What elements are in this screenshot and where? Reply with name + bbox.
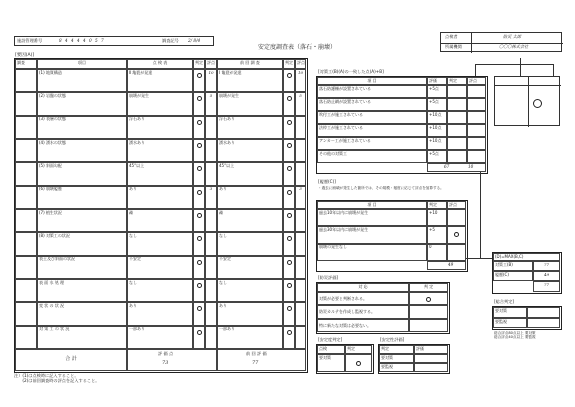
circle-mark-icon	[287, 166, 292, 171]
row-check-cell	[193, 162, 205, 185]
row-points-b	[295, 139, 306, 162]
row-inspection-value: 不安定	[127, 256, 193, 279]
row-points-a	[205, 116, 217, 139]
d-row1-value: 49	[533, 271, 560, 281]
row-item-label: 変 状 の 状 況	[37, 302, 127, 325]
row-points-a	[205, 326, 217, 349]
c-row-label: 過去10年以内に崩壊が発生	[317, 209, 427, 226]
row-survey2-value: なし	[217, 279, 283, 302]
date-value: 2/ 8/4	[188, 38, 201, 43]
c-col-check: 判定	[427, 201, 447, 209]
f-row-label: 防災カルテを作成し監視する。	[317, 305, 409, 318]
b-score-cell	[427, 163, 486, 172]
row-points-a	[205, 279, 217, 302]
row-item-label: (8) 対策工の状況	[37, 232, 127, 255]
total-label: 合 計	[15, 349, 127, 371]
row-inspection-value: 45°以上	[127, 162, 193, 185]
total-b-label: 前 回 評 価	[246, 351, 267, 356]
section-b-rows	[317, 85, 486, 163]
b-row-points	[467, 124, 486, 137]
row-survey2-value: 湧水あり	[217, 139, 283, 162]
total-a-value: 73	[162, 360, 169, 366]
row-points-a	[205, 232, 217, 255]
row-check2-cell	[283, 232, 295, 255]
g-row0-mark	[345, 354, 372, 372]
row-survey2-value: あり	[217, 186, 283, 209]
b-row-points	[467, 137, 486, 150]
b-row-value: +10点	[427, 124, 447, 137]
d-row1-label: 履歴(C)	[493, 271, 533, 281]
row-check-cell	[193, 326, 205, 349]
c-row-points	[447, 209, 466, 226]
b-row-check	[447, 137, 467, 150]
row-points-a	[205, 302, 217, 325]
row-check2-cell	[283, 256, 295, 279]
circle-mark-icon	[197, 330, 202, 335]
section-a-title: [要因(A)]	[15, 53, 35, 58]
row-survey2-value: Ⅰ 亀裂が発達	[217, 69, 283, 92]
row-survey2-value: 浮石あり	[217, 116, 283, 139]
page-title: 安定度調査表（落石・崩壊）	[258, 44, 337, 51]
circle-mark-icon	[197, 190, 202, 195]
row-survey-cell	[15, 162, 37, 185]
row-check-cell	[193, 209, 205, 232]
inspector-value: 防災 太郎	[503, 34, 522, 39]
total-a-label: 評 価 点	[158, 351, 174, 356]
section-h-title: [安定性評価]	[380, 337, 405, 342]
h-row0-label: 要対策	[379, 354, 414, 363]
row-points-a: 5	[205, 92, 217, 115]
row-check2-cell	[283, 209, 295, 232]
b-row-label: 落石防護柵が設置されている	[317, 85, 427, 98]
circle-mark-icon	[287, 260, 292, 265]
d-row0-label: 対策工(B)	[493, 261, 533, 271]
circle-mark-icon	[287, 236, 292, 241]
row-points-b: 10	[295, 69, 306, 92]
row-check2-cell	[283, 92, 295, 115]
row-points-b	[295, 232, 306, 255]
row-survey-cell	[15, 209, 37, 232]
inspector-box	[440, 32, 562, 52]
row-survey-cell	[15, 139, 37, 162]
row-item-label: 対 策 工 の 状 況	[37, 326, 127, 349]
b-row-label: 落石防止網が設置されている	[317, 98, 427, 111]
h-col-1: 評価	[414, 345, 448, 354]
b-row-check	[447, 150, 467, 163]
circle-mark-icon	[197, 143, 202, 148]
section-e-note: 総合評点80点以上 要対策 総合評点40点以上 要監視	[494, 331, 536, 340]
circle-mark-icon	[197, 283, 202, 288]
b-row-check	[447, 111, 467, 124]
col-survey-header: 調査	[15, 59, 37, 69]
section-d-table	[492, 252, 562, 294]
section-c-rows	[317, 209, 466, 261]
row-points-a	[205, 162, 217, 185]
row-points-a: 10	[205, 69, 217, 92]
section-b-title: [対策工(B)(A)の一致した点(A)+B]	[318, 69, 384, 74]
row-survey2-value: 45°以上	[217, 162, 283, 185]
row-survey-cell	[15, 232, 37, 255]
row-check-cell	[193, 302, 205, 325]
f-row-check	[409, 305, 448, 318]
row-inspection-value: Ⅱ 亀裂が発達	[127, 69, 193, 92]
row-points-b	[295, 116, 306, 139]
circle-mark-icon	[287, 213, 292, 218]
col-inspection-header: 点 検 表	[127, 59, 193, 69]
row-check2-cell	[283, 139, 295, 162]
row-inspection-value: あり	[127, 186, 193, 209]
row-survey2-value: なし	[217, 232, 283, 255]
col-item-header: 項目	[37, 59, 127, 69]
total-b-value: 77	[252, 360, 259, 366]
section-f-table	[316, 282, 450, 334]
circle-mark-icon	[197, 96, 202, 101]
row-survey-cell	[15, 69, 37, 92]
circle-mark-icon	[454, 232, 459, 237]
inspector-label: 点検者	[445, 34, 458, 39]
row-check-cell	[193, 92, 205, 115]
section-f-title: [防災評価]	[318, 275, 339, 280]
row-item-label: (2) 岩盤の状態	[37, 92, 127, 115]
row-item-label: (5) 斜面勾配	[37, 162, 127, 185]
date-label: 調査記号	[162, 38, 179, 43]
row-survey-cell	[15, 256, 37, 279]
main-table-rows	[15, 69, 306, 349]
b-row-value: +5点	[427, 85, 447, 98]
survey-no-value: 8 4 4 4 4 0 5 7	[59, 38, 105, 43]
row-inspection-value: 崩壊が発生	[127, 92, 193, 115]
b-col-item: 項 目	[317, 77, 427, 85]
b-row-value: +10点	[427, 137, 447, 150]
circle-mark-icon	[287, 330, 292, 335]
col-check2-header: 判定	[283, 59, 295, 69]
row-survey-cell	[15, 186, 37, 209]
row-points-b: 3	[295, 186, 306, 209]
e-row1-label: 要監視	[493, 318, 527, 328]
row-inspection-value: なし	[127, 232, 193, 255]
h-col-0: 判定	[379, 345, 414, 354]
c-row-label: 崩壊の発生なし	[317, 244, 427, 261]
row-item-label: 表 面 水 処 理	[37, 279, 127, 302]
row-item-label: 表土及び斜面の状況	[37, 256, 127, 279]
d-title: (D)=MAX(B,C)	[493, 253, 560, 261]
row-points-b	[295, 302, 306, 325]
h-row1-mark	[414, 363, 448, 372]
circle-mark-icon	[426, 297, 431, 302]
section-e-table	[492, 306, 562, 330]
row-item-label: (3) 表層の状態	[37, 116, 127, 139]
e-row0-label: 要対策	[493, 307, 527, 318]
b-row-points	[467, 98, 486, 111]
row-inspection-value: なし	[127, 279, 193, 302]
section-e-title: [総合判定]	[494, 299, 515, 304]
circle-mark-icon	[197, 306, 202, 311]
d-result: 77	[533, 281, 560, 292]
row-check2-cell	[283, 279, 295, 302]
section-f-rows	[317, 292, 448, 332]
section-c-note: ・過去に崩壊が発生した箇所では、その規模・頻度に応じて評点を加算する。	[318, 186, 444, 190]
b-row-check	[447, 98, 467, 111]
c-row-points	[447, 226, 466, 243]
row-survey2-value: 一部あり	[217, 326, 283, 349]
c-row-value: +5	[427, 226, 447, 243]
row-inspection-value: 湧水あり	[127, 139, 193, 162]
row-check2-cell	[283, 116, 295, 139]
col-survey2-header: 前 回 調 査	[217, 59, 283, 69]
circle-mark-icon	[287, 73, 292, 78]
row-inspection-value: 疎	[127, 209, 193, 232]
b-row-points	[467, 150, 486, 163]
circle-mark-icon	[287, 306, 292, 311]
b-score: 67	[444, 164, 450, 169]
c-row-value: 0	[427, 244, 447, 261]
b-row-value: +10点	[427, 111, 447, 124]
c-col-item: 項 目	[317, 201, 427, 209]
c-row-points	[447, 244, 466, 261]
b-row-label: アンカー工が施工されている	[317, 137, 427, 150]
b-score2: 10	[468, 164, 474, 169]
row-check-cell	[193, 232, 205, 255]
b-row-label: その他の対策工	[317, 150, 427, 163]
f-col-check: 判 定	[409, 283, 448, 292]
circle-mark-icon	[197, 120, 202, 125]
row-item-label: (6) 崩壊履歴	[37, 186, 127, 209]
col-points2-header: 評点	[295, 59, 306, 69]
g-col-1: 判定	[345, 345, 372, 354]
b-row-value: +5点	[427, 98, 447, 111]
f-row-label: 特に新たな対策は必要ない。	[317, 319, 409, 332]
circle-mark-icon	[287, 96, 292, 101]
row-points-a	[205, 256, 217, 279]
row-survey-cell	[15, 116, 37, 139]
b-row-points	[467, 85, 486, 98]
circle-mark-icon	[287, 120, 292, 125]
h-row0-mark	[414, 354, 448, 363]
circle-mark-icon	[197, 260, 202, 265]
row-inspection-value: 浮石あり	[127, 116, 193, 139]
footnote: 注）(1)は点検時に記入すること。 (2)は前回調査時の評点を記入すること。	[14, 373, 100, 383]
row-survey-cell	[15, 302, 37, 325]
col-check-header: 判定	[193, 59, 205, 69]
row-points-b: 5	[295, 92, 306, 115]
header-id-box	[14, 36, 214, 46]
main-table	[14, 58, 308, 373]
row-survey-cell	[15, 92, 37, 115]
d-row0-value: 77	[533, 261, 560, 271]
row-points-a	[205, 209, 217, 232]
circle-mark-icon	[287, 143, 292, 148]
survey-no-label: 施設管理番号	[17, 38, 43, 43]
row-survey-cell	[15, 326, 37, 349]
row-check-cell	[193, 139, 205, 162]
row-survey2-value: 不安定	[217, 256, 283, 279]
b-col-check: 判定	[447, 77, 467, 85]
circle-mark-icon	[533, 99, 542, 108]
row-check2-cell	[283, 162, 295, 185]
c-col-points: 評点	[447, 201, 466, 209]
section-c-title: [履歴(C)]	[318, 179, 336, 184]
b-row-label: 吹付工が施工されている	[317, 111, 427, 124]
c-row-value: +10	[427, 209, 447, 226]
row-inspection-value: あり	[127, 302, 193, 325]
row-points-b	[295, 209, 306, 232]
row-survey2-value: 疎	[217, 209, 283, 232]
section-b-table	[316, 76, 488, 174]
total-a-cell	[127, 349, 217, 371]
row-check-cell	[193, 256, 205, 279]
total-b-cell	[217, 349, 306, 371]
row-item-label: (4) 湧水の状態	[37, 139, 127, 162]
c-score-cell	[427, 261, 466, 270]
row-item-label: (1) 地質構造	[37, 69, 127, 92]
row-check2-cell	[283, 69, 295, 92]
b-row-value: +5点	[427, 150, 447, 163]
section-c-table	[316, 200, 468, 272]
row-check-cell	[193, 69, 205, 92]
right-top-box	[494, 76, 560, 126]
row-points-b	[295, 256, 306, 279]
f-row-label: 対策が必要と判断される。	[317, 292, 409, 305]
circle-mark-icon	[197, 166, 202, 171]
row-survey-cell	[15, 279, 37, 302]
circle-mark-icon	[197, 213, 202, 218]
e-row1-mark	[527, 318, 560, 328]
section-g-title: [安定度判定]	[318, 337, 343, 342]
b-row-points	[467, 111, 486, 124]
f-col-action: 対 応	[317, 283, 409, 292]
circle-mark-icon	[197, 73, 202, 78]
b-col-points: 評点	[467, 77, 486, 85]
row-points-a: 3	[205, 186, 217, 209]
row-check-cell	[193, 186, 205, 209]
e-row0-mark	[527, 307, 560, 318]
office-value: 〇〇〇株式会社	[499, 44, 529, 49]
b-row-label: 法枠工が施工されている	[317, 124, 427, 137]
circle-mark-icon	[197, 236, 202, 241]
row-check2-cell	[283, 186, 295, 209]
circle-mark-icon	[287, 190, 292, 195]
f-row-check	[409, 319, 448, 332]
circle-mark-icon	[356, 361, 361, 366]
b-col-eval: 評価	[427, 77, 447, 85]
row-check-cell	[193, 116, 205, 139]
c-row-label: 過去30年以内に崩壊が発生	[317, 226, 427, 243]
row-points-b	[295, 162, 306, 185]
section-h-table	[378, 344, 450, 374]
g-col-0: 点検	[317, 345, 345, 354]
row-survey2-value: あり	[217, 302, 283, 325]
office-label: 所属機関	[445, 44, 462, 49]
b-row-check	[447, 124, 467, 137]
row-survey2-value: 崩壊が発生	[217, 92, 283, 115]
row-points-b	[295, 279, 306, 302]
col-points-header: 評点	[205, 59, 217, 69]
circle-mark-icon	[287, 283, 292, 288]
section-g-table	[316, 344, 374, 374]
b-row-check	[447, 85, 467, 98]
row-points-a	[205, 139, 217, 162]
row-item-label: (7) 植生状況	[37, 209, 127, 232]
h-row1-label: 要監視	[379, 363, 414, 372]
row-inspection-value: 一部あり	[127, 326, 193, 349]
g-row0-label: 要対策	[317, 354, 345, 372]
row-check-cell	[193, 279, 205, 302]
row-check2-cell	[283, 326, 295, 349]
row-check2-cell	[283, 302, 295, 325]
f-row-check	[409, 292, 448, 305]
c-score: 49	[448, 262, 454, 267]
row-points-b	[295, 326, 306, 349]
